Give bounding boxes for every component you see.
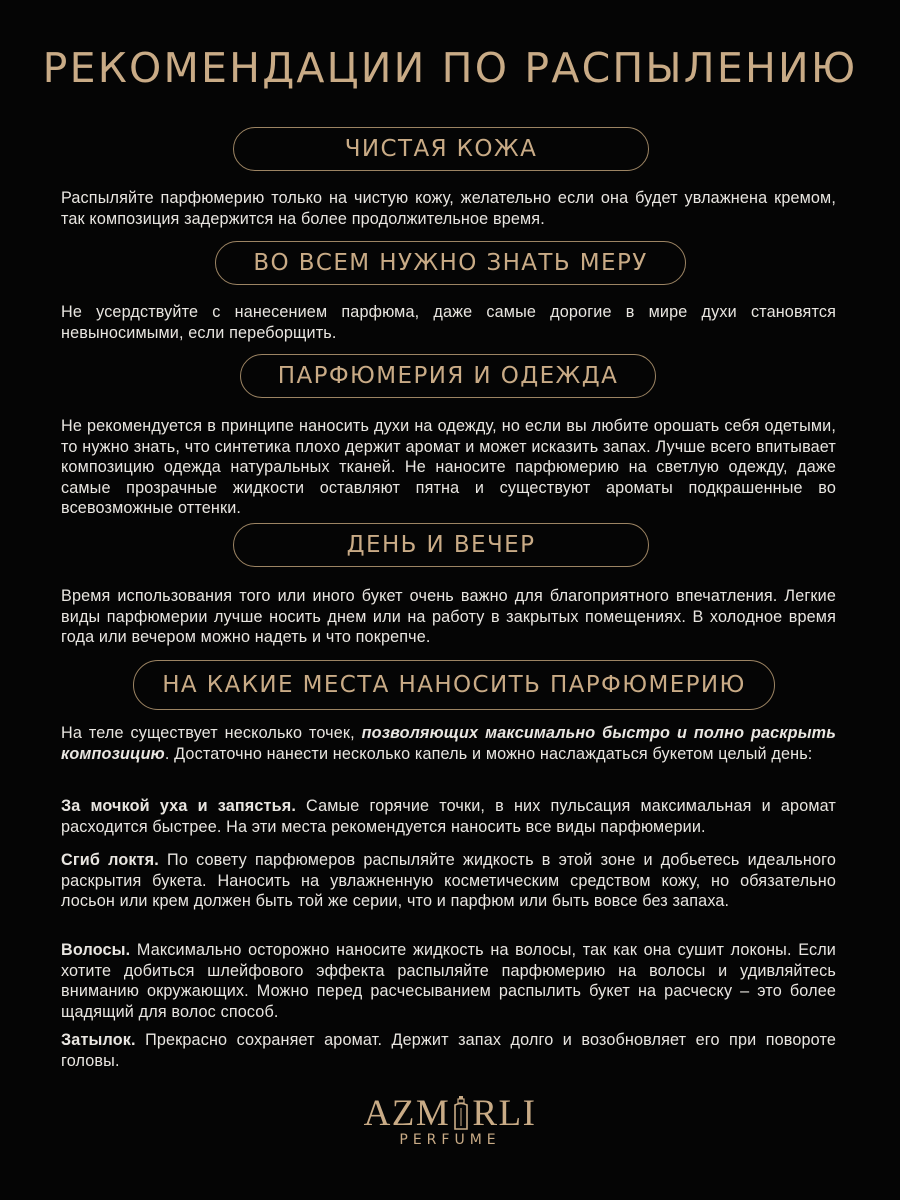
section-heading-application-points (133, 660, 775, 710)
section-text-day-evening: Время использования того или иного букет очень важно для благоприятного впечатления. Легкие виды парфюмерии лучше носить днем или на работу в закрытых помещениях. В холодное время года или вечером можно надеть и что покрепче. (61, 587, 836, 646)
intro-emphasis: позволяющих максимально быстро и полно раскрыть композицию (61, 724, 836, 763)
section-heading-clean-skin (233, 127, 649, 171)
page-title: РЕКОМЕНДАЦИИ ПО РАСПЫЛЕНИЮ (42, 44, 858, 92)
section-heading-label: ПАРФЮМЕРИЯ И ОДЕЖДА (277, 363, 619, 389)
section-text-moderation: Не усердствуйте с нанесением парфюма, даже самые дорогие в мире духи становятся невыносимыми, если переборщить. (61, 303, 836, 342)
section-text-clean-skin: Распыляйте парфюмерию только на чистую кожу, желательно если она будет увлажнена кремом, так композиция задержится на более продолжительное время. (61, 189, 836, 228)
point-text: Самые горячие точки, в них пульсация максимальная и аромат расходится быстрее. На эти места рекомендуется наносить все виды парфюмерии. (61, 797, 837, 836)
point-label: За мочкой уха и запястья. (61, 797, 296, 815)
point-hair (61, 940, 836, 1022)
point-elbow (61, 850, 836, 912)
section-heading-moderation (215, 241, 686, 285)
section-heading-label: НА КАКИЕ МЕСТА НАНОСИТЬ ПАРФЮМЕРИЮ (162, 672, 746, 698)
section-text-clothes: Не рекомендуется в принципе наносить духи на одежду, но если вы любите орошать себя одетыми, то нужно знать, что синтетика плохо держит аромат и может исказить запах. Лучше всего впитывает композицию одежда натуральных тканей. Не наносите парфюмерию на светлую одежду, даже самые прозрачные жидкости оставляют пятна и существуют ароматы подкрашенные во всевозможные оттенки. (61, 417, 836, 517)
point-label: Сгиб локтя. (61, 851, 159, 869)
point-text: Максимально осторожно наносите жидкость на волосы, так как она сушит локоны. Если хотите добиться шлейфового эффекта распыляйте парфюмерию на волосы и удивляйтесь вниманию окружающих. Можно перед расчесыванием распылить букет на расческу – это более щадящий для волос способ. (61, 941, 836, 1021)
brand-logo (0, 1094, 900, 1148)
section-heading-day-evening (233, 523, 649, 567)
intro-text: . Достаточно нанести несколько капель и можно наслаждаться букетом целый день: (164, 744, 813, 763)
point-earlobe-wrist (61, 796, 836, 837)
perfume-bottle-icon (452, 1096, 470, 1130)
logo-subtitle: PERFUME (399, 1132, 501, 1148)
point-label: Затылок. (61, 1031, 136, 1049)
point-text: По совету парфюмеров распыляйте жидкость в этой зоне и добьетесь идеального раскрытия букета. Наносить на увлажненную косметическим средством кожу, но обязательно лосьон или крем должен быть той же серии, что и парфюм или быть вовсе без запаха. (61, 851, 836, 910)
section-heading-label: ДЕНЬ И ВЕЧЕР (346, 532, 536, 558)
logo-text-left: AZM (363, 1093, 451, 1134)
section-heading-clothes (240, 354, 656, 398)
point-label: Волосы. (61, 941, 131, 959)
logo-wordmark (364, 1094, 537, 1134)
intro-text: На теле существует несколько точек, (61, 724, 362, 742)
section-intro-application-points (61, 723, 836, 764)
section-heading-label: ВО ВСЕМ НУЖНО ЗНАТЬ МЕРУ (253, 250, 648, 276)
point-text: Прекрасно сохраняет аромат. Держит запах долго и возобновляет его при повороте головы. (61, 1031, 836, 1070)
logo-text-right: RLI (472, 1093, 537, 1134)
section-heading-label: ЧИСТАЯ КОЖА (344, 136, 538, 162)
point-nape (61, 1030, 836, 1071)
